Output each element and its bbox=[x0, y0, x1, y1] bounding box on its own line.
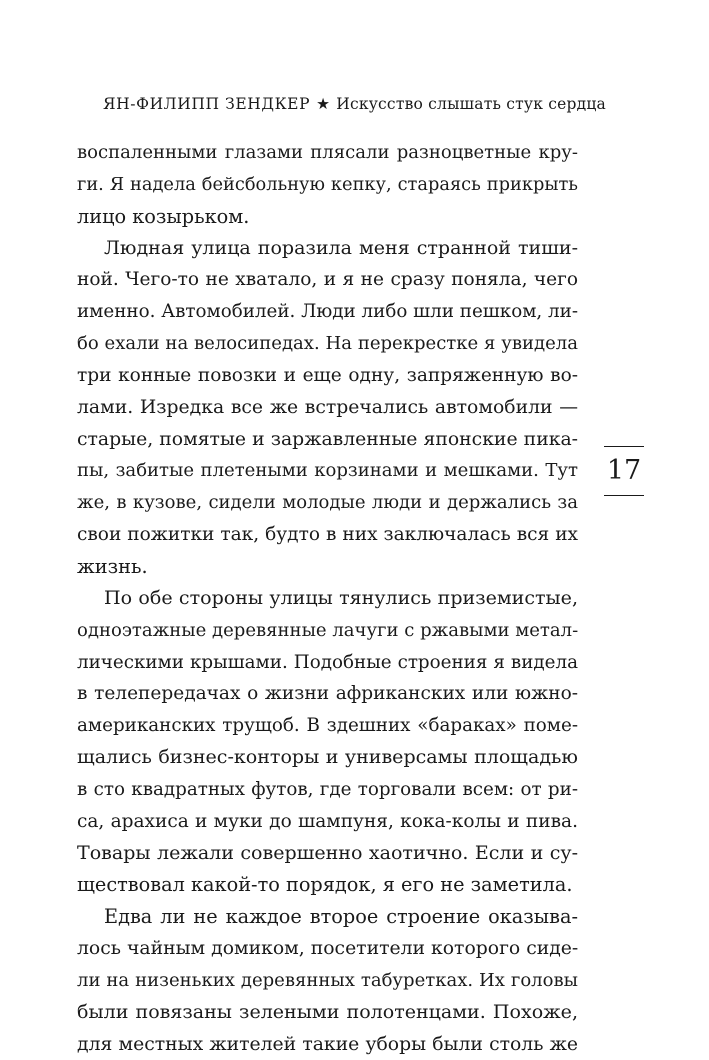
text-line: лицо козырьком. bbox=[77, 204, 250, 228]
header-author: ЯН-ФИЛИПП ЗЕНДКЕР bbox=[103, 95, 311, 113]
text-line: именно. Автомобилей. Люди либо шли пешком, ли- bbox=[77, 301, 579, 323]
text-line: в телепередачах о жизни африканских или южно- bbox=[77, 683, 578, 705]
text-line: ной. Чего-то не хватало, и я не сразу поняла, чего bbox=[77, 269, 578, 291]
paragraph bbox=[77, 583, 578, 901]
paragraph bbox=[77, 233, 578, 583]
paragraph bbox=[77, 901, 578, 1060]
text-line: три конные повозки и еще одну, запряженную во- bbox=[77, 364, 578, 386]
text-line: са, арахиса и муки до шампуня, кока-колы и пива. bbox=[77, 810, 578, 832]
paragraph bbox=[77, 137, 578, 233]
running-header bbox=[0, 95, 709, 113]
text-line: Едва ли не каждое второе строение оказыва- bbox=[104, 905, 578, 929]
text-line: Товары лежали совершенно хаотично. Если и су- bbox=[77, 841, 578, 864]
text-line: же, в кузове, сидели молодые люди и держались за bbox=[77, 492, 578, 514]
text-line: старые, помятые и заржавленные японские пика- bbox=[77, 428, 578, 450]
text-line: бо ехали на велосипедах. На перекрестке я увидела bbox=[77, 333, 578, 355]
page-number: 17 bbox=[606, 455, 642, 486]
text-line: пы, забитые плетеными корзинами и мешками. Тут bbox=[77, 460, 578, 482]
text-line: были повязаны зелеными полотенцами. Похоже, bbox=[77, 1000, 578, 1023]
text-line: По обе стороны улицы тянулись приземистые, bbox=[104, 586, 578, 609]
header-book-title: Искусство слышать стук сердца bbox=[336, 95, 606, 113]
text-line: одноэтажные деревянные лачуги с ржавыми метал- bbox=[77, 619, 579, 641]
text-line: свои пожитки так, будто в них заключалась вся их bbox=[77, 524, 578, 546]
text-line: лось чайным домиком, посетители которого сиде- bbox=[77, 938, 579, 960]
header-star-separator: ★ bbox=[316, 95, 331, 113]
body-text bbox=[77, 137, 578, 1060]
text-line: ли на низеньких деревянных табуретках. Их головы bbox=[77, 969, 578, 991]
text-line: для местных жителей такие уборы были столь же bbox=[77, 1033, 578, 1055]
page-number-marker bbox=[604, 446, 644, 496]
text-line: лическими крышами. Подобные строения я видела bbox=[77, 651, 578, 673]
text-line: в сто квадратных футов, где торговали всем: от ри- bbox=[77, 778, 578, 800]
text-line: Людная улица поразила меня странной тиши- bbox=[104, 236, 578, 259]
text-line: лами. Изредка все же встречались автомобили — bbox=[77, 396, 578, 418]
text-line: ги. Я надела бейсбольную кепку, стараясь прикрыть bbox=[77, 173, 578, 195]
text-line: щались бизнес-конторы и универсамы площадью bbox=[77, 746, 578, 769]
text-line: жизнь. bbox=[77, 554, 148, 578]
text-line: воспаленными глазами плясали разноцветные кру- bbox=[77, 142, 578, 163]
text-line: ществовал какой-то порядок, я его не заметила. bbox=[77, 873, 573, 897]
text-line: американских трущоб. В здешних «бараках» поме- bbox=[77, 715, 578, 737]
